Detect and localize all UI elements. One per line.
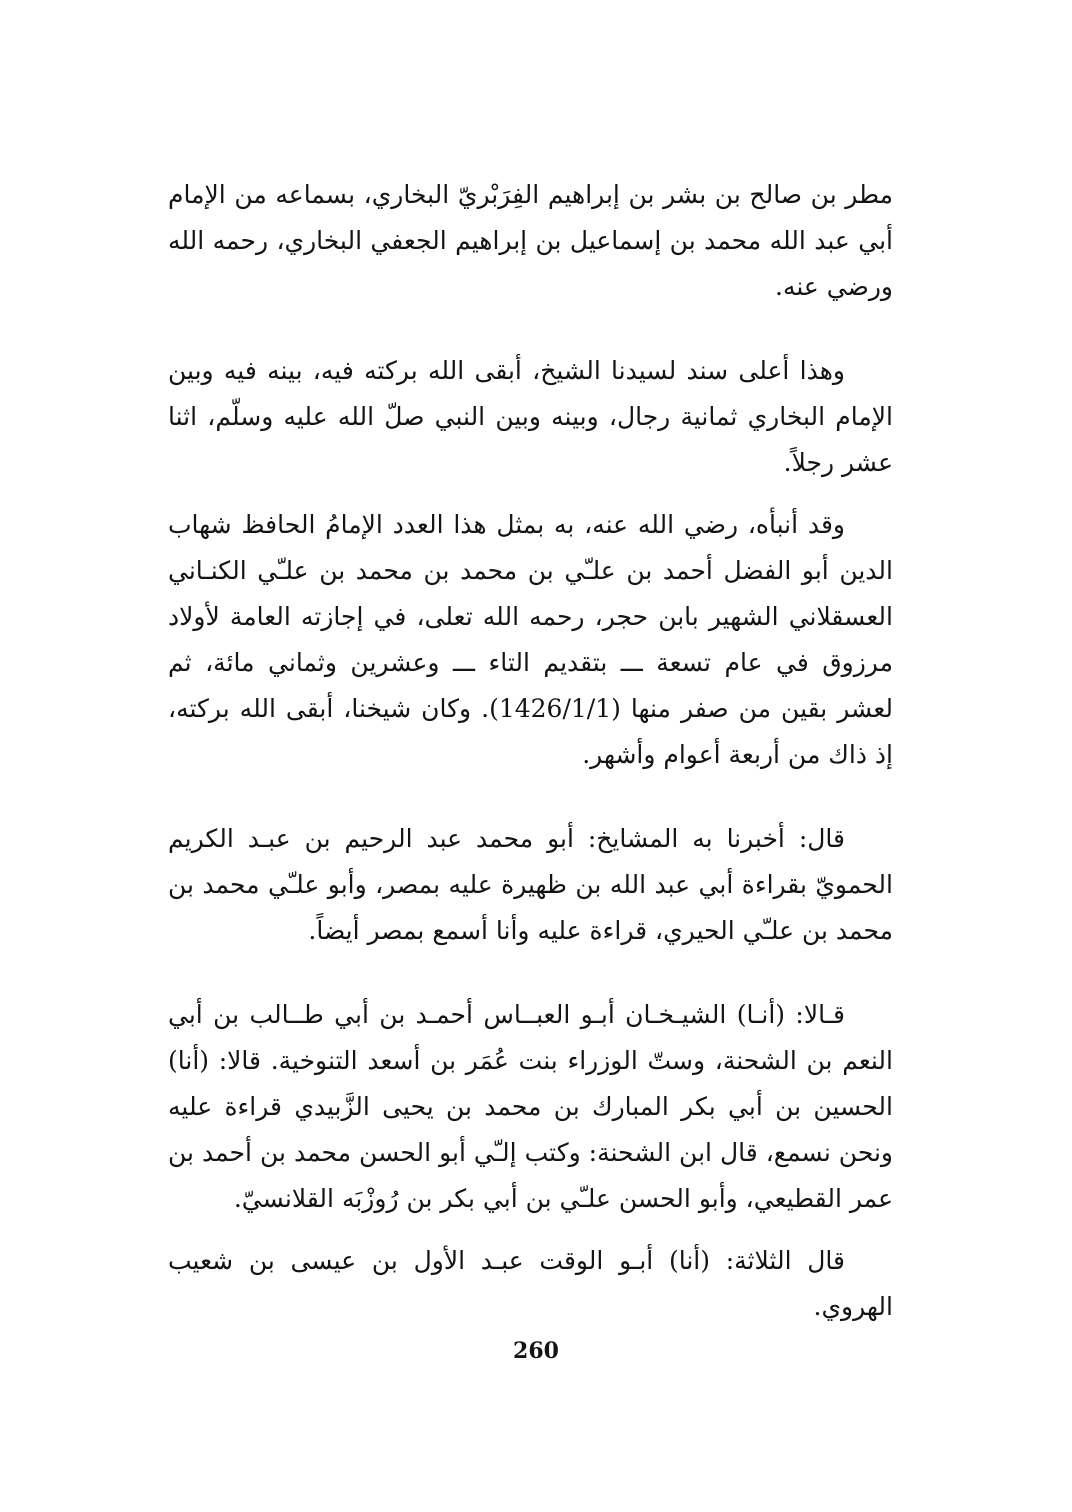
page-number: 260: [513, 1338, 559, 1364]
paragraph-3: وقد أنبأه، رضي الله عنه، به بمثل هذا العدد الإمامُ الحافظ شهاب الدين أبو الفضل أحمد بن علـّي بن محمد بن محمد بن علـّي الكنـاني العسقلاني الشهير بابن حجر، رحمه الله تعلى، في إجازته العامة لأولاد مرزوق في عام تسعة ـــ بتقديم التاء ـــ وعشرين وثماني مائة، ثم لعشر بقين من صفر منها (1426/1/1). وكان شيخنا، أبقى الله بركته، إذ ذاك من أربعة أعوام وأشهر.: [168, 510, 893, 769]
paragraph-4: قال: أخبرنا به المشايخ: أبو محمد عبد الرحيم بن عبـد الكريم الحمويّ بقراءة أبي عبد الله بن ظهيرة عليه بمصر، وأبو علـّي محمد بن محمد بن علـّي الحيري، قراءة عليه وأنا أسمع بمصر أيضاً.: [168, 824, 893, 945]
paragraph-1: مطر بن صالح بن بشر بن إبراهيم الفِرَبْريّ البخاري، بسماعه من الإمام أبي عبد الله محمد بن إسماعيل بن إبراهيم الجعفي البخاري، رحمه الله ورضي عنه.: [168, 180, 893, 301]
paragraph-2: وهذا أعلى سند لسيدنا الشيخ، أبقى الله بركته فيه، بينه فيه وبين الإمام البخاري ثمانية رجال، وبينه وبين النبي صلّ الله عليه وسلّم، اثنا عشر رجلاً.: [168, 356, 893, 477]
paragraph-5: قـالا: (أنـا) الشيـخـان أبـو العبــاس أحمـد بن أبي طــالب بن أبي النعم بن الشحنة، وستّ الوزراء بنت عُمَر بن أسعد التنوخية. قالا: (أنا) الحسين بن أبي بكر المبارك بن محمد بن يحيى الزَّبيدي قراءة عليه ونحن نسمع، قال ابن الشحنة: وكتب إلـّي أبو الحسن محمد بن أحمد بن عمر القطيعي، وأبو الحسن علـّي بن أبي بكر بن رُوزْبَه القلانسيّ.: [168, 1000, 893, 1213]
body-text: [168, 172, 893, 1330]
paragraph-6: قال الثلاثة: (أنا) أبـو الوقت عبـد الأول بن عيسى بن شعيب الهروي.: [168, 1246, 893, 1321]
